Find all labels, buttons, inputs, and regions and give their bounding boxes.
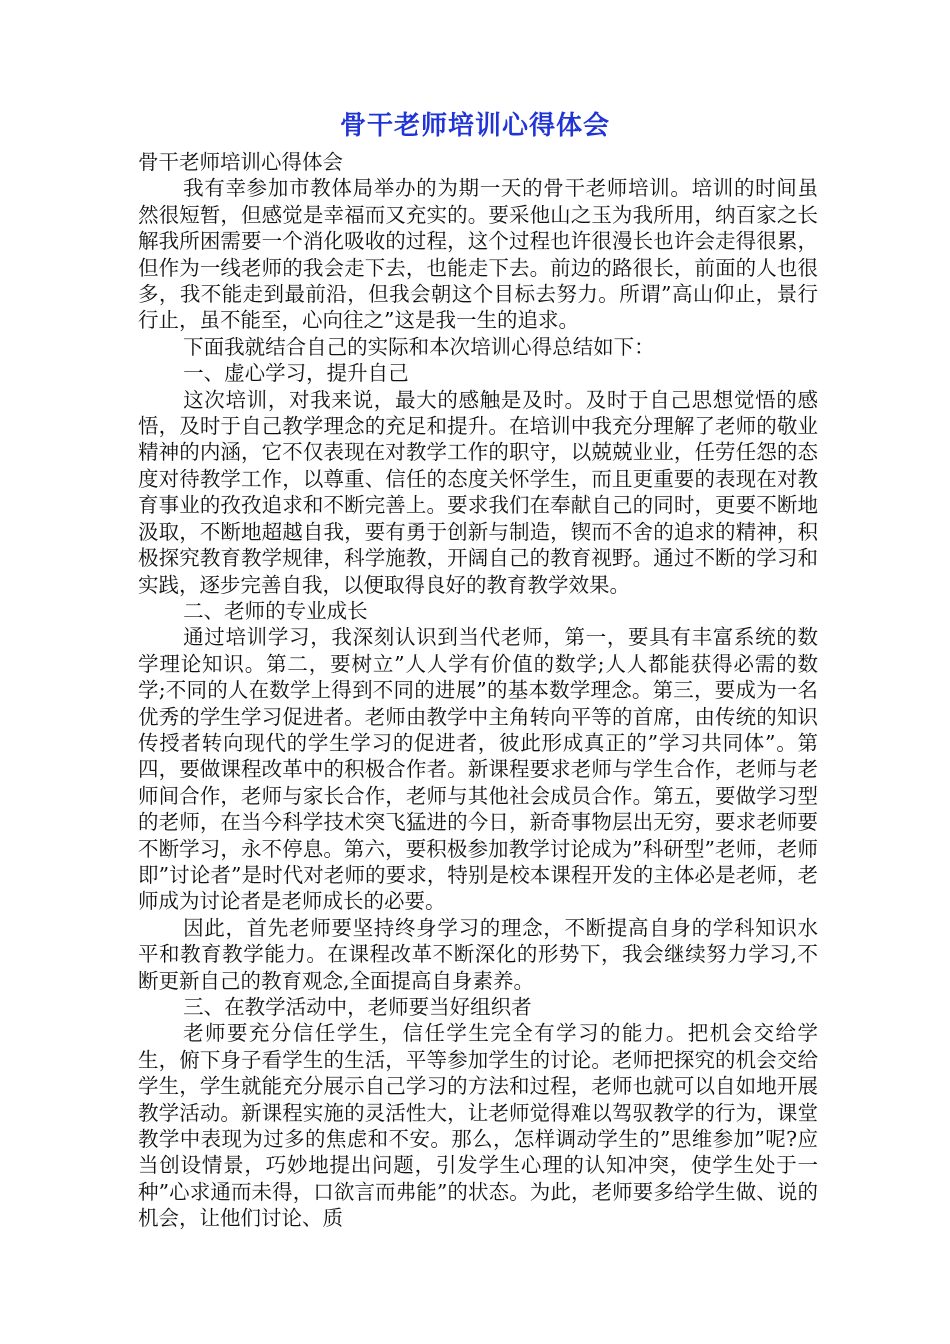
- paragraph: 因此，首先老师要坚持终身学习的理念，不断提高自身的学科知识水平和教育教学能力。在课程改革不断深化的形势下，我会继续努力学习,不断更新自己的教育观念,全面提高自身素养。: [138, 915, 818, 993]
- paragraph: 这次培训，对我来说，最大的感触是及时。及时于自己思想觉悟的感悟，及时于自己教学理念的充足和提升。在培训中我充分理解了老师的敬业精神的内涵，它不仅表现在对教学工作的职守，以兢兢业业，任劳任怨的态度对待教学工作，以尊重、信任的态度关怀学生，而且更重要的表现在对教育事业的孜孜追求和不断完善上。要求我们在奉献自己的同时，更要不断地汲取，不断地超越自我，要有勇于创新与制造，锲而不舍的追求的精神，积极探究教育教学规律，科学施教，开阔自己的教育视野。通过不断的学习和实践，逐步完善自我，以便取得良好的教育教学效果。: [138, 387, 818, 597]
- section-heading: 二、老师的专业成长: [183, 598, 368, 623]
- section-heading: 一、虚心学习，提升自己: [183, 361, 409, 386]
- paragraph: 我有幸参加市教体局举办的为期一天的骨干老师培训。培训的时间虽然很短暂，但感觉是幸福而又充实的。要采他山之玉为我所用，纳百家之长解我所困需要一个消化吸收的过程，这个过程也许很漫长也许会走得很累，但作为一线老师的我会走下去，也能走下去。前边的路很长，前面的人也很多，我不能走到最前沿，但我会朝这个目标去努力。所谓”高山仰止，景行行止，虽不能至，心向往之”这是我一生的追求。: [138, 176, 818, 333]
- document-body: [138, 149, 818, 1232]
- section-heading: 三、在教学活动中，老师要当好组织者: [183, 995, 532, 1019]
- paragraph: 下面我就结合自己的实际和本次培训心得总结如下：: [183, 334, 655, 359]
- paragraph: 通过培训学习，我深刻认识到当代老师，第一，要具有丰富系统的数学理论知识。第二，要树立”人人学有价值的数学;人人都能获得必需的数学;不同的人在数学上得到不同的进展”的基本数学理念。第三，要成为一名优秀的学生学习促进者。老师由教学中主角转向平等的首席，由传统的知识传授者转向现代的学生学习的促进者，彼此形成真正的”学习共同体”。第四，要做课程改革中的积极合作者。新课程要求老师与学生合作，老师与老师间合作，老师与家长合作，老师与其他社会成员合作。第五，要做学习型的老师，在当今科学技术突飞猛进的今日，新奇事物层出无穷，要求老师要不断学习，永不停息。第六，要积极参加教学讨论成为”科研型”老师，老师即”讨论者”是时代对老师的要求，特别是校本课程开发的主体必是老师，老师成为讨论者是老师成长的必要。: [138, 625, 818, 914]
- paragraph-subtitle: 骨干老师培训心得体会: [138, 150, 343, 174]
- paragraph: 老师要充分信任学生，信任学生完全有学习的能力。把机会交给学生，俯下身子看学生的生活，平等参加学生的讨论。老师把探究的机会交给学生，学生就能充分展示自己学习的方法和过程，老师也就可以自如地开展教学活动。新课程实施的灵活性大，让老师觉得难以驾驭教学的行为，课堂教学中表现为过多的焦虑和不安。那么，怎样调动学生的”思维参加”呢?应当创设情景，巧妙地提出问题，引发学生心理的认知冲突，使学生处于一种”心求通而未得，口欲言而弗能”的状态。为此，老师要多给学生做、说的机会，让他们讨论、质: [138, 1021, 818, 1231]
- document-title: 骨干老师培训心得体会: [339, 111, 610, 141]
